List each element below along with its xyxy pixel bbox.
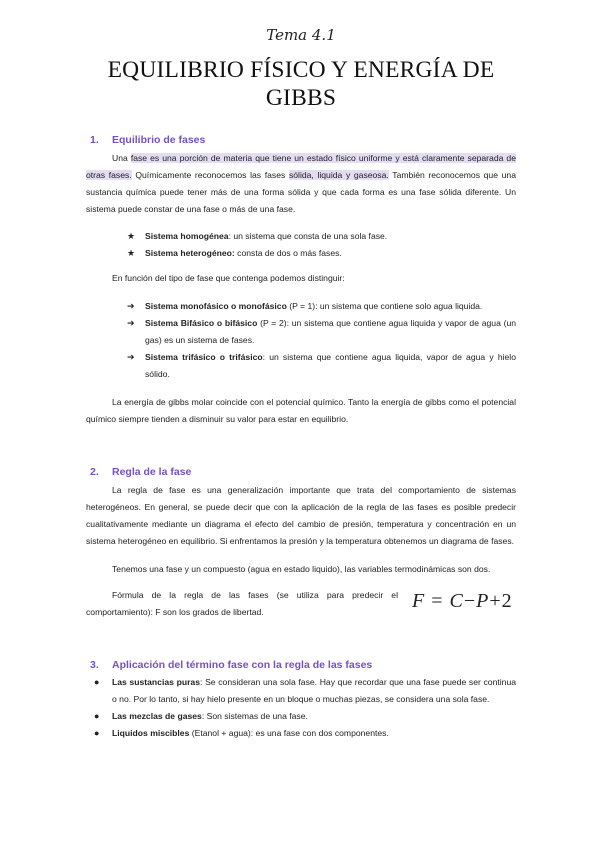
formula-row <box>86 587 516 621</box>
formula-paragraph <box>86 587 398 621</box>
term: Sistema monofásico o monofásico <box>145 301 287 311</box>
definition: (P = 1): un sistema que contiene solo agua liquida. <box>286 301 483 311</box>
gibbs-paragraph <box>86 394 516 428</box>
formula-minus: − <box>463 590 477 612</box>
definition: : Son sistemas de una fase. <box>201 711 308 721</box>
text: Tenemos una fase y un compuesto (agua en estado liquido), las variables termodinámicas son dos. <box>112 564 491 574</box>
definition: consta de dos o más fases. <box>234 248 342 258</box>
term: Sistema Bifásico o bifásico <box>145 318 258 328</box>
bullet-icon: ● <box>94 728 100 738</box>
section-1-heading <box>90 132 516 148</box>
term: Sistema homogénea <box>145 231 229 241</box>
list-item <box>127 245 516 262</box>
list-item <box>94 674 517 708</box>
arrow-icon: ➔ <box>127 301 135 311</box>
definition: : un sistema que consta de una sola fase. <box>228 231 388 241</box>
list-item <box>127 315 517 349</box>
text: Una <box>112 153 131 163</box>
definition: : un sistema que contiene agua liquida, vapor de agua y hielo sólido. <box>145 352 516 379</box>
section-number: 2. <box>90 466 99 478</box>
text: También reconocemos que una sustancia química puede tener más de una forma sólida y que cada forma es una fase sólida diferente. Un sistema puede constar de una fase o más de una fase. <box>86 170 516 214</box>
arrow-list <box>127 298 517 383</box>
formula-C: C <box>449 590 464 612</box>
text: Químicamente reconocemos las fases <box>131 170 289 180</box>
section-number: 1. <box>90 134 99 146</box>
formula-F: F <box>412 590 426 612</box>
bullet-icon: ● <box>94 677 100 687</box>
list-item <box>127 228 516 245</box>
list-item <box>127 349 516 383</box>
topic-label: Tema 4.1 <box>266 26 336 44</box>
term: Las mezclas de gases <box>112 711 202 721</box>
star-list <box>127 228 516 262</box>
formula-plus: + <box>489 590 502 612</box>
definition: (Etanol + agua): es una fase con dos componentes. <box>189 728 389 738</box>
list-item <box>127 298 516 315</box>
phase-rule-formula <box>412 587 513 613</box>
section-2-heading <box>90 464 516 480</box>
term: Las sustancias puras <box>112 677 200 687</box>
section-1-paragraph <box>86 150 516 218</box>
star-icon: ★ <box>127 231 136 241</box>
list-item <box>94 708 516 725</box>
term: Sistema heterogéneo: <box>145 248 235 258</box>
page-title: EQUILIBRIO FÍSICO Y ENERGÍA DE GIBBS <box>107 57 495 111</box>
bullet-icon: ● <box>94 711 100 721</box>
section-title: Regla de la fase <box>112 466 192 478</box>
arrow-icon: ➔ <box>127 352 135 362</box>
text: Fórmula de la regla de las fases (se utiliza para predecir el comportamiento): F son los grados de libertad. <box>86 590 398 617</box>
term: Liquidos miscibles <box>112 728 190 738</box>
arrow-icon: ➔ <box>127 318 135 328</box>
star-icon: ★ <box>127 248 136 258</box>
section-title: Equilibrio de fases <box>112 134 206 146</box>
term: Sistema trifásico o trifásico <box>145 352 263 362</box>
text: La energía de gibbs molar coincide con el potencial químico. Tanto la energía de gibbs como el potencial químico siempre tienden a disminuir su valor para estar en equilibrio. <box>86 397 516 424</box>
highlighted-text: sólida, liquida y gaseosa. <box>288 170 389 180</box>
highlighted-text: fase es una porción de materia que tiene un estado físico uniforme y está claramente separada de otras fases. <box>86 153 516 180</box>
definition: (P = 2): un sistema que contiene agua liquida y vapor de agua (un gas) es un sistema de fases. <box>145 318 517 345</box>
section-2-paragraph <box>86 561 516 578</box>
formula-two: 2 <box>501 590 513 612</box>
section-2-paragraph <box>86 482 516 550</box>
text: La regla de fase es una generalización importante que trata del comportamiento de sistemas heterogéneos. En general, se puede decir que con la aplicación de la regla de las fases es posible predecir cualitativamente mediante un diagrama el efecto del cambio de presión, temperatura y concentración en un sistema heterogéneo en equilibrio. Si enfrentamos la presión y la temperatura obtenemos un diagrama de fases. <box>86 485 516 546</box>
definition: : Se consideran una sola fase. Hay que recordar que una fase puede ser continua o no. Por lo tanto, si hay hielo presente en un bloque o muchas piezas, se considera una sola fase. <box>112 677 517 704</box>
formula-equals: = <box>425 590 450 612</box>
bullet-list <box>94 674 517 742</box>
section-number: 3. <box>90 659 99 671</box>
intro-text: En función del tipo de fase que contenga podemos distinguir: <box>112 273 345 283</box>
section-title: Aplicación del término fase con la regla de las fases <box>112 659 373 671</box>
list-item <box>94 725 516 742</box>
formula-P: P <box>476 590 490 612</box>
section-3-heading <box>90 657 516 673</box>
